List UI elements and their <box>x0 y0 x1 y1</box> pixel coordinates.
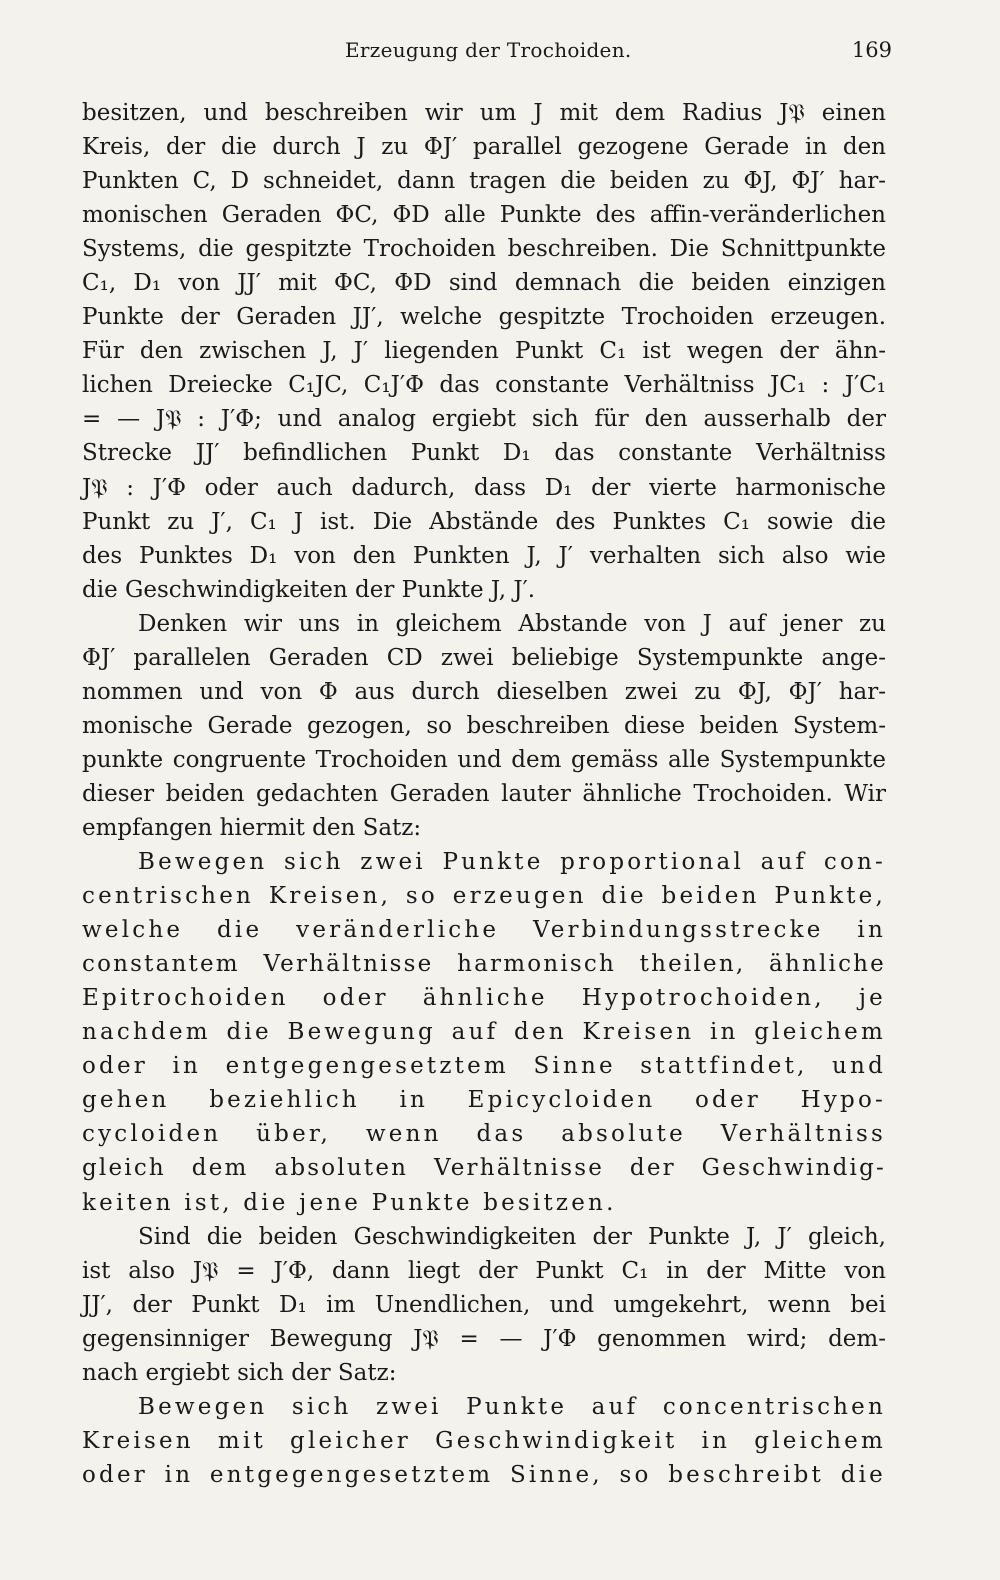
text-line: Punkte der Geraden JJ′, welche gespitzte Trochoiden erzeugen. <box>82 304 886 331</box>
text-line: JJ′, der Punkt D₁ im Unendlichen, und umgekehrt, wenn bei <box>82 1291 886 1318</box>
theorem-line: keiten ist, die jene Punkte besitzen. <box>82 1189 617 1216</box>
text-line: ist also J𝔓 = J′Φ, dann liegt der Punkt C₁ in der Mitte von <box>82 1257 886 1284</box>
text-line: besitzen, und beschreiben wir um J mit dem Radius J𝔓 einen <box>82 100 886 126</box>
text-line: monischen Geraden ΦC, ΦD alle Punkte des affin-veränderlichen <box>82 202 886 229</box>
theorem-line: oder in entgegengesetztem Sinne stattfindet, und <box>82 1053 886 1080</box>
running-head <box>0 38 1000 68</box>
text-line: punkte congruente Trochoiden und dem gemäss alle Systempunkte <box>82 746 886 773</box>
text-line: Strecke JJ′ befindlichen Punkt D₁ das constante Verhältniss <box>82 440 886 467</box>
page-number: 169 <box>851 38 892 62</box>
text-line: Punkt zu J′, C₁ J ist. Die Abstände des Punktes C₁ sowie die <box>82 508 886 535</box>
theorem-line: centrischen Kreisen, so erzeugen die beiden Punkte, <box>82 883 886 910</box>
text-line: empfangen hiermit den Satz: <box>82 814 422 841</box>
text-line: Sind die beiden Geschwindigkeiten der Punkte J, J′ gleich, <box>138 1223 886 1250</box>
text-line: Denken wir uns in gleichem Abstande von J auf jener zu <box>138 610 886 637</box>
body-text <box>82 96 886 1492</box>
theorem-line: Bewegen sich zwei Punkte proportional auf con- <box>138 849 886 876</box>
text-line: = — J𝔓 : J′Φ; und analog ergiebt sich für den ausserhalb der <box>82 406 886 433</box>
text-line: die Geschwindigkeiten der Punkte J, J′. <box>82 576 536 603</box>
theorem-line: nachdem die Bewegung auf den Kreisen in gleichem <box>82 1019 886 1046</box>
theorem-line: cycloiden über, wenn das absolute Verhältniss <box>82 1121 886 1148</box>
text-line: monische Gerade gezogen, so beschreiben diese beiden System- <box>82 712 886 739</box>
text-line: des Punktes D₁ von den Punkten J, J′ verhalten sich also wie <box>82 542 886 569</box>
text-line: dieser beiden gedachten Geraden lauter ähnliche Trochoiden. Wir <box>82 780 886 807</box>
text-line: Kreis, der die durch J zu ΦJ′ parallel gezogene Gerade in den <box>82 134 886 161</box>
text-line: nommen und von Φ aus durch dieselben zwei zu ΦJ, ΦJ′ har- <box>82 678 886 705</box>
theorem-line: Bewegen sich zwei Punkte auf concentrischen <box>138 1393 886 1420</box>
text-line: J𝔓 : J′Φ oder auch dadurch, dass D₁ der vierte harmonische <box>82 474 886 501</box>
text-line: Für den zwischen J, J′ liegenden Punkt C₁ ist wegen der ähn- <box>82 338 886 365</box>
text-line: ΦJ′ parallelen Geraden CD zwei beliebige Systempunkte ange- <box>82 644 886 671</box>
theorem-line: gleich dem absoluten Verhältnisse der Geschwindig- <box>82 1155 886 1182</box>
theorem-line: Epitrochoiden oder ähnliche Hypotrochoiden, je <box>82 985 886 1012</box>
running-head-title: Erzeugung der Trochoiden. <box>345 38 632 62</box>
theorem-line: oder in entgegengesetztem Sinne, so beschreibt die <box>82 1461 886 1488</box>
text-line: lichen Dreiecke C₁JC, C₁J′Φ das constante Verhältniss JC₁ : J′C₁ <box>82 372 886 399</box>
text-line: gegensinniger Bewegung J𝔓 = — J′Φ genommen wird; dem- <box>82 1325 886 1352</box>
text-line: C₁, D₁ von JJ′ mit ΦC, ΦD sind demnach die beiden einzigen <box>82 270 886 297</box>
text-line: nach ergiebt sich der Satz: <box>82 1359 397 1386</box>
text-line: Systems, die gespitzte Trochoiden beschreiben. Die Schnittpunkte <box>82 236 886 263</box>
text-line: Punkten C, D schneidet, dann tragen die beiden zu ΦJ, ΦJ′ har- <box>82 168 886 195</box>
theorem-line: constantem Verhältnisse harmonisch theilen, ähnliche <box>82 951 886 978</box>
theorem-line: Kreisen mit gleicher Geschwindigkeit in gleichem <box>82 1427 886 1454</box>
theorem-line: gehen beziehlich in Epicycloiden oder Hypo- <box>82 1087 886 1114</box>
theorem-line: welche die veränderliche Verbindungsstrecke in <box>82 917 886 944</box>
